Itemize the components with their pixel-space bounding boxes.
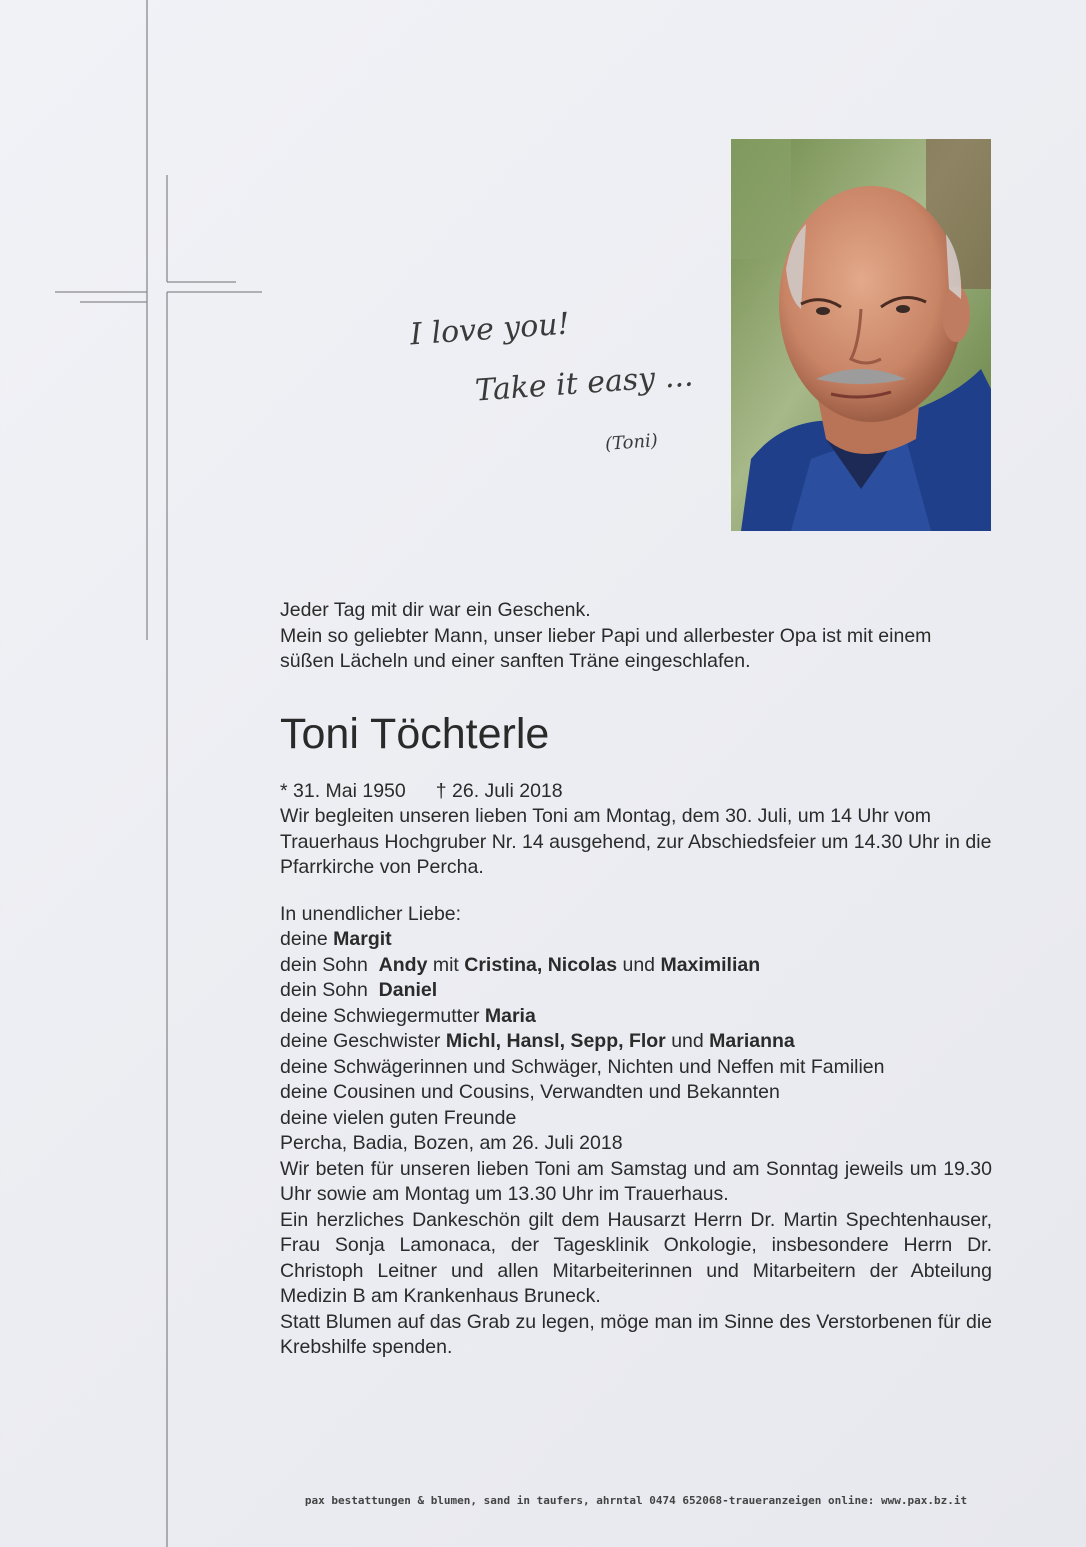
portrait-photo <box>731 139 991 531</box>
quote-line-1: I love you! <box>408 306 571 353</box>
quote-line-2: Take it easy ... <box>474 358 695 409</box>
deceased-name: Toni Töchterle <box>280 709 550 758</box>
family-heading: In unendlicher Liebe: <box>280 902 462 925</box>
family-line: deine Cousinen und Cousins, Verwandten und Bekannten <box>280 1081 780 1103</box>
birth-date: * 31. Mai 1950 <box>280 779 406 802</box>
family-line: deine vielen guten Freunde <box>280 1106 517 1129</box>
prayer-notice: Wir beten für unseren lieben Toni am Samstag und am Sonntag jeweils um 19.30 Uhr sowie am Montag um 13.30 Uhr im Trauerhaus. <box>280 1157 992 1205</box>
death-date: † 26. Juli 2018 <box>435 779 563 802</box>
intro-text <box>280 598 992 675</box>
footer-credit: pax bestattungen & blumen, sand in taufers, ahrntal 0474 652068-traueranzeigen online: www.pax.bz.it <box>304 1494 968 1507</box>
family-list <box>280 902 992 1132</box>
family-line: deine Schwiegermutter Maria <box>280 1004 536 1027</box>
family-line: dein Sohn Daniel <box>280 979 438 1001</box>
intro-line: Jeder Tag mit dir war ein Geschenk. <box>280 599 591 621</box>
cross-ornament <box>0 0 300 1547</box>
place-date: Percha, Badia, Bozen, am 26. Juli 2018 <box>280 1132 623 1154</box>
flowers-notice: Statt Blumen auf das Grab zu legen, möge man im Sinne des Verstorbenen für die Krebshilfe spenden. <box>280 1310 992 1358</box>
family-line: deine Schwägerinnen und Schwäger, Nichten und Neffen mit Familien <box>280 1055 885 1078</box>
family-line: dein Sohn Andy mit Cristina, Nicolas und Maximilian <box>280 953 761 976</box>
funeral-notice: Wir begleiten unseren lieben Toni am Montag, dem 30. Juli, um 14 Uhr vom Trauerhaus Hochgruber Nr. 14 ausgehend, zur Abschiedsfeier um 14.30 Uhr in die Pfarrkirche von Percha. <box>280 805 992 878</box>
family-line: deine Geschwister Michl, Hansl, Sepp, Flor und Marianna <box>280 1030 795 1052</box>
quote-signature: (Toni) <box>604 430 659 455</box>
intro-line: süßen Lächeln und einer sanften Träne eingeschlafen. <box>280 650 751 672</box>
obituary-content <box>280 598 992 1361</box>
family-line: deine Margit <box>280 928 392 950</box>
intro-line: Mein so geliebter Mann, unser lieber Papi und allerbester Opa ist mit einem <box>280 624 932 647</box>
thanks-notice: Ein herzliches Dankeschön gilt dem Hausarzt Herrn Dr. Martin Spechtenhauser, Frau Sonja Lamonaca, der Tagesklinik Onkologie, insbesondere Herrn Dr. Christoph Leitner und allen Mitarbeiterinnen und Mitarbeitern der Abteilung Medizin B am Krankenhaus Bruneck. <box>280 1208 992 1307</box>
life-dates <box>280 779 992 805</box>
